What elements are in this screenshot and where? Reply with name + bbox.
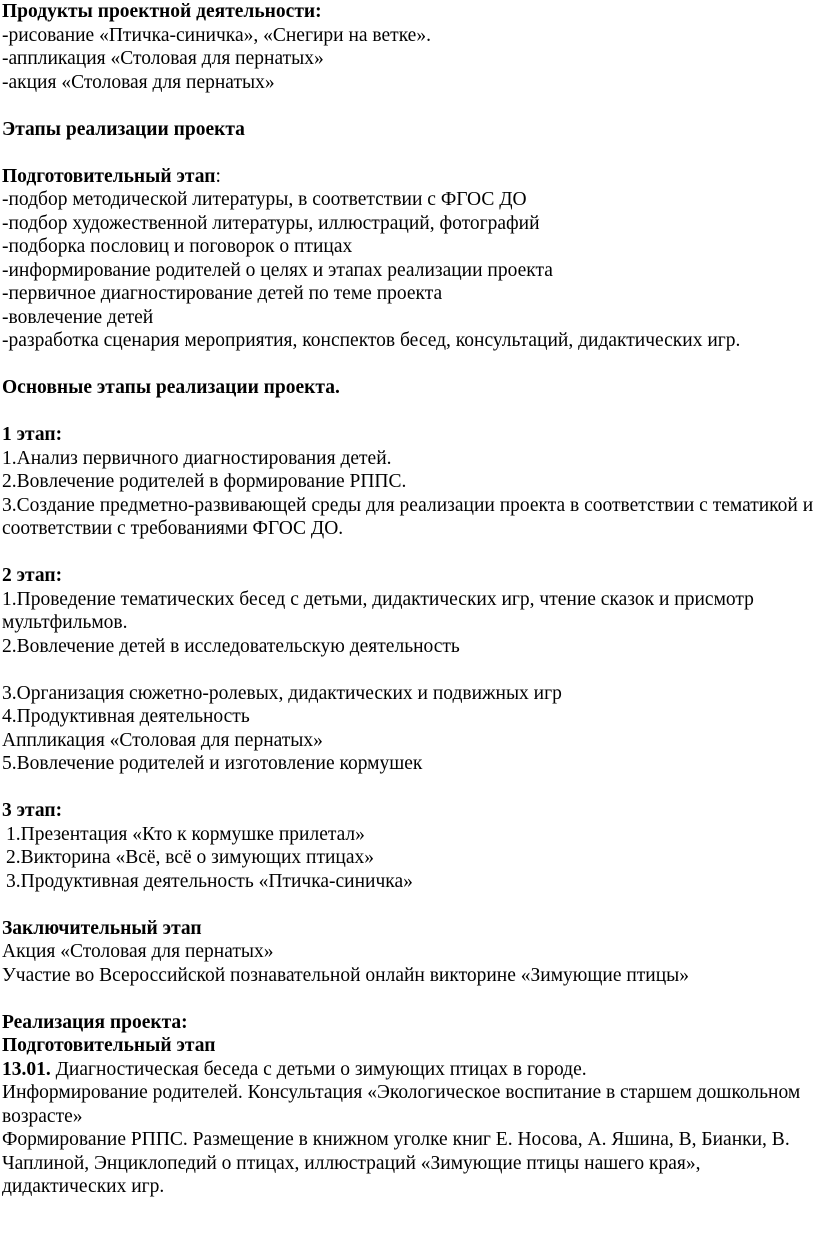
list-item: -первичное диагностирование детей по теме проекта [2,283,443,304]
final-heading: Заключительный этап [2,917,202,939]
list-item: 1.Анализ первичного диагностирования детей. [2,447,392,469]
preparatory-heading-line [2,165,816,189]
preparatory-heading: Подготовительный этап [2,165,216,187]
list-item: 3.Организация сюжетно-ролевых, дидактических и подвижных игр [2,682,562,704]
list-item: -подбор методической литературы, в соответствии с ФГОС ДО [2,189,527,210]
list-item: Аппликация «Столовая для пернатых» [2,729,323,751]
realization-first-line [2,1058,816,1082]
list-item: 1.Презентация «Кто к кормушке прилетал» [6,823,365,845]
spacer [2,353,816,377]
list-item: -акция «Столовая для пернатых» [2,71,275,93]
list-item: -информирование родителей о целях и этапах реализации проекта [2,259,553,281]
stages-heading: Этапы реализации проекта [2,118,245,140]
list-item: -подборка пословиц и поговорок о птицах [2,236,353,257]
stage2-heading: 2 этап: [2,565,63,586]
spacer [2,94,816,118]
list-item: -подбор художественной литературы, иллюстраций, фотографий [2,212,540,234]
date-label: 13.01. [2,1058,51,1080]
spacer [2,400,816,424]
spacer [2,893,816,917]
list-item: 2.Вовлечение родителей в формирование РППС. [2,471,407,492]
spacer [2,658,816,682]
stage1-heading: 1 этап: [2,424,63,445]
list-item: -аппликация «Столовая для пернатых» [2,48,324,69]
list-item: Участие во Всероссийской познавательной онлайн викторине «Зимующие птицы» [2,964,690,986]
preparatory-colon: : [215,165,221,187]
list-item: 4.Продуктивная деятельность [2,706,250,727]
products-heading: Продукты проектной деятельности: [2,1,322,22]
realization-heading: Реализация проекта: [2,1011,188,1033]
list-item: -вовлечение детей [2,306,154,328]
list-item: -разработка сценария мероприятия, конспектов бесед, консультаций, дидактических игр. [2,330,741,351]
list-item: 3.Продуктивная деятельность «Птичка-синичка» [6,870,413,892]
main-stages-heading: Основные этапы реализации проекта. [2,377,340,398]
spacer [2,987,816,1011]
spacer [2,541,816,565]
list-item: 2.Вовлечение детей в исследовательскую деятельность [2,635,460,657]
list-item: 5.Вовлечение родителей и изготовление кормушек [2,753,423,774]
stage3-heading: 3 этап: [2,800,63,821]
list-item: 3.Создание предметно-развивающей среды для реализации проекта в соответствии с тематикой и соответствии с требованиями ФГОС ДО. [2,494,814,539]
spacer [2,776,816,800]
list-item: -рисование «Птичка-синичка», «Снегири на ветке». [2,24,431,46]
paragraph: Информирование родителей. Консультация «Экологическое воспитание в старшем дошкольном возрасте» [2,1082,801,1127]
first-text: Диагностическая беседа с детьми о зимующих птицах в городе. [50,1058,587,1080]
list-item: Акция «Столовая для пернатых» [2,941,274,962]
list-item: 2.Викторина «Всё, всё о зимующих птицах» [6,847,375,868]
list-item: 1.Проведение тематических бесед с детьми, дидактических игр, чтение сказок и присмотр мультфильмов. [2,588,754,633]
spacer [2,141,816,165]
paragraph: Формирование РППС. Размещение в книжном уголке книг Е. Носова, А. Яшина, В, Бианки, В. Чаплиной, Энциклопедий о птицах, иллюстраций «Зимующие птицы нашего края», дидактических игр. [2,1129,790,1197]
realization-subheading: Подготовительный этап [2,1035,216,1056]
